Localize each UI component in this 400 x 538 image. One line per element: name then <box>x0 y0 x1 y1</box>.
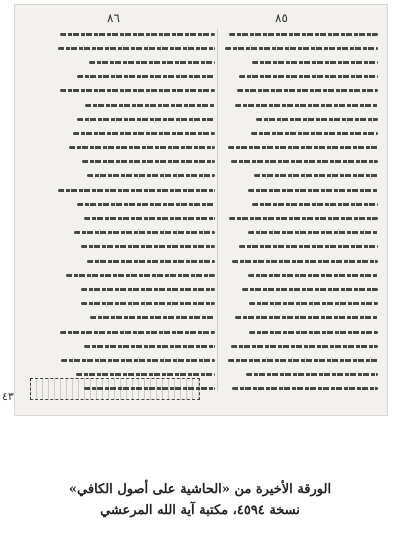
handwriting-stroke <box>77 118 215 121</box>
handwriting-stroke <box>254 174 378 177</box>
manuscript-line <box>223 254 378 268</box>
handwriting-stroke <box>90 316 215 319</box>
manuscript-line <box>223 353 378 367</box>
folio-number-right: ٨٥ <box>275 11 288 25</box>
manuscript-line <box>223 98 378 112</box>
handwriting-stroke <box>81 245 215 248</box>
manuscript-line <box>223 169 378 183</box>
handwriting-stroke <box>239 245 379 248</box>
manuscript-line <box>223 339 378 353</box>
manuscript-line <box>223 325 378 339</box>
handwriting-stroke <box>69 146 215 149</box>
handwriting-stroke <box>252 203 378 206</box>
handwriting-stroke <box>229 217 378 220</box>
handwriting-stroke <box>66 274 215 277</box>
manuscript-line <box>223 311 378 325</box>
manuscript-line <box>55 254 215 268</box>
manuscript-line <box>55 84 215 98</box>
handwriting-stroke <box>228 359 378 362</box>
handwriting-stroke <box>81 302 215 305</box>
handwriting-stroke <box>82 160 215 163</box>
manuscript-line <box>55 98 215 112</box>
handwriting-stroke <box>252 61 378 64</box>
manuscript-line <box>223 197 378 211</box>
manuscript-line <box>223 297 378 311</box>
manuscript-line <box>55 169 215 183</box>
handwriting-stroke <box>73 132 215 135</box>
handwriting-stroke <box>81 288 215 291</box>
handwriting-stroke <box>249 331 378 334</box>
manuscript-left-column <box>55 27 215 397</box>
manuscript-line <box>223 70 378 84</box>
handwriting-stroke <box>232 387 378 390</box>
manuscript-line <box>55 70 215 84</box>
caption-source: نسخة ٤٥٩٤، مكتبة آية الله المرعشي <box>100 503 300 518</box>
handwriting-stroke <box>77 75 215 78</box>
manuscript-line <box>223 211 378 225</box>
manuscript-line <box>223 55 378 69</box>
manuscript-line <box>223 226 378 240</box>
manuscript-line <box>223 155 378 169</box>
manuscript-line <box>55 240 215 254</box>
manuscript-line <box>223 41 378 55</box>
manuscript-line <box>223 240 378 254</box>
handwriting-stroke <box>58 189 215 192</box>
manuscript-line <box>223 84 378 98</box>
manuscript-line <box>55 282 215 296</box>
handwriting-stroke <box>229 33 378 36</box>
manuscript-line <box>223 382 378 396</box>
manuscript-line <box>55 353 215 367</box>
handwriting-stroke <box>76 373 215 376</box>
manuscript-line <box>55 311 215 325</box>
manuscript-line <box>223 141 378 155</box>
handwriting-stroke <box>251 132 378 135</box>
handwriting-stroke <box>225 47 378 50</box>
handwriting-stroke <box>246 373 378 376</box>
handwriting-stroke <box>58 47 215 50</box>
folio-number-left: ٨٦ <box>107 11 120 25</box>
manuscript-line <box>55 155 215 169</box>
handwriting-stroke <box>85 104 215 107</box>
manuscript-line <box>223 126 378 140</box>
manuscript-line <box>223 396 378 397</box>
manuscript-line <box>223 282 378 296</box>
manuscript-line <box>223 183 378 197</box>
handwriting-stroke <box>248 231 378 234</box>
handwriting-stroke <box>248 274 378 277</box>
margin-number: ٤٣ <box>2 390 14 403</box>
manuscript-line <box>55 226 215 240</box>
handwriting-stroke <box>74 231 215 234</box>
manuscript-line <box>55 325 215 339</box>
handwriting-stroke <box>232 260 378 263</box>
handwriting-stroke <box>84 345 215 348</box>
handwriting-stroke <box>60 89 215 92</box>
manuscript-line <box>55 126 215 140</box>
handwriting-stroke <box>248 189 378 192</box>
column-divider <box>217 29 218 391</box>
manuscript-line <box>223 268 378 282</box>
handwriting-stroke <box>89 61 215 64</box>
manuscript-line <box>55 339 215 353</box>
manuscript-line <box>55 268 215 282</box>
handwriting-stroke <box>87 174 215 177</box>
manuscript-line <box>223 27 378 41</box>
handwriting-stroke <box>231 160 378 163</box>
handwriting-stroke <box>249 302 378 305</box>
handwriting-stroke <box>256 118 378 121</box>
handwriting-stroke <box>235 316 378 319</box>
handwriting-stroke <box>84 217 215 220</box>
handwriting-stroke <box>60 331 215 334</box>
caption-title: الورقة الأخيرة من «الحاشية على أصول الكافي» <box>68 482 332 497</box>
handwriting-stroke <box>239 75 379 78</box>
handwriting-stroke <box>60 33 215 36</box>
manuscript-line <box>55 211 215 225</box>
manuscript-line <box>55 141 215 155</box>
manuscript-line <box>55 41 215 55</box>
manuscript-line <box>55 183 215 197</box>
handwriting-stroke <box>231 345 378 348</box>
handwriting-stroke <box>242 288 378 291</box>
manuscript-right-column <box>223 27 378 397</box>
library-seal-stamp <box>30 378 200 400</box>
manuscript-line <box>223 112 378 126</box>
manuscript-line <box>55 112 215 126</box>
manuscript-line <box>55 297 215 311</box>
handwriting-stroke <box>61 359 215 362</box>
handwriting-stroke <box>77 203 215 206</box>
manuscript-line <box>55 27 215 41</box>
handwriting-stroke <box>228 146 378 149</box>
manuscript-line <box>223 368 378 382</box>
manuscript-line <box>55 55 215 69</box>
handwriting-stroke <box>87 260 215 263</box>
handwriting-stroke <box>237 89 378 92</box>
manuscript-page-image <box>14 4 388 416</box>
manuscript-line <box>55 197 215 211</box>
handwriting-stroke <box>235 104 378 107</box>
